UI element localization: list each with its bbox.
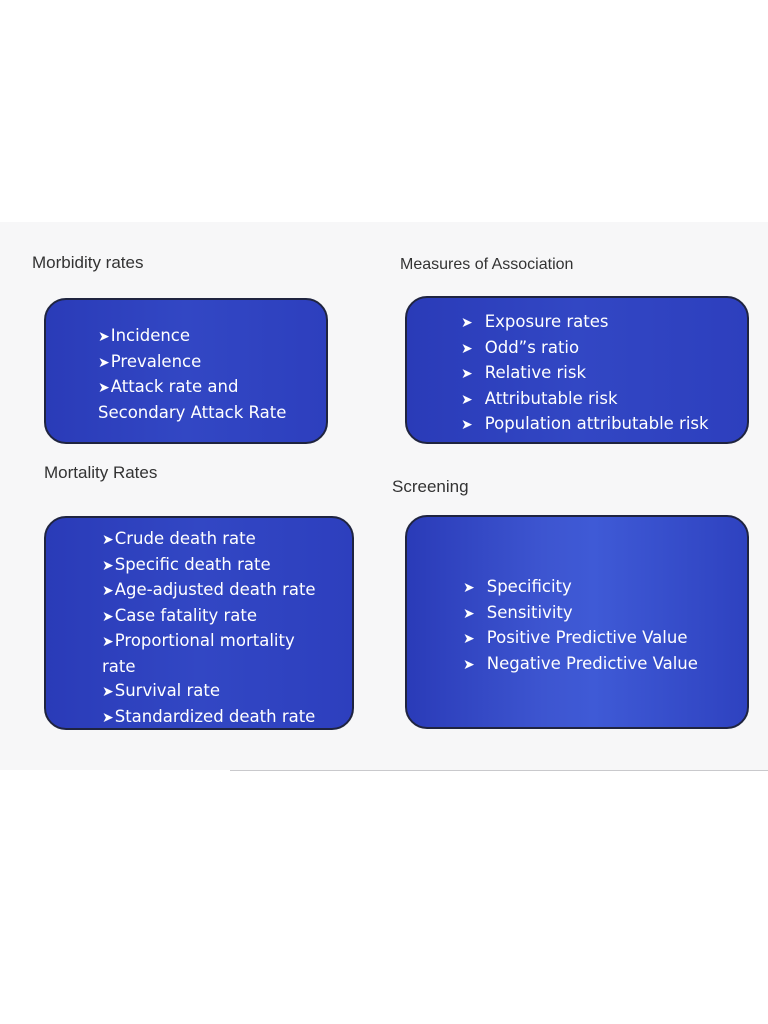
screening-heading: Screening (392, 477, 469, 496)
list-item (102, 679, 352, 705)
list-item (463, 575, 747, 601)
arrowhead-bullet-icon: ➤ (102, 608, 114, 625)
arrowhead-bullet-icon: ➤ (102, 557, 114, 574)
arrowhead-bullet-icon: ➤ (461, 417, 473, 433)
list-item-text: Prevalence (110, 351, 202, 371)
list-item (463, 652, 747, 678)
list-item-text: Survival rate (114, 681, 221, 700)
list-item (102, 705, 352, 731)
mortality-box (44, 516, 354, 730)
arrowhead-bullet-icon: ➤ (461, 391, 473, 408)
screening-list (407, 517, 747, 677)
slide-bottom-rule (230, 770, 768, 771)
arrowhead-bullet-icon: ➤ (98, 329, 110, 345)
association-heading: Measures of Association (400, 256, 574, 273)
list-item (102, 553, 352, 579)
list-item-text: Relative risk (484, 363, 587, 382)
list-item-text: Case fatality rate (114, 605, 258, 625)
screening-box (405, 515, 749, 729)
list-item (98, 375, 298, 425)
list-item (463, 601, 747, 627)
arrowhead-bullet-icon: ➤ (463, 656, 475, 673)
list-item-text: Attributable risk (484, 388, 618, 408)
morbidity-list (46, 300, 326, 425)
list-item (102, 578, 352, 604)
arrowhead-bullet-icon: ➤ (461, 315, 473, 331)
list-item (461, 310, 747, 336)
association-list (407, 298, 747, 438)
list-item (98, 324, 326, 350)
morbidity-heading: Morbidity rates (32, 253, 144, 272)
list-item (98, 350, 326, 376)
list-item (102, 629, 332, 679)
mortality-heading: Mortality Rates (44, 463, 158, 482)
list-item-text: Standardized death rate (114, 706, 316, 726)
arrowhead-bullet-icon: ➤ (463, 631, 475, 647)
morbidity-box (44, 298, 328, 444)
list-item-text: Crude death rate (114, 529, 256, 548)
list-item (461, 336, 747, 362)
list-item-text: Negative Predictive Value (486, 653, 698, 673)
list-item-text: Incidence (110, 326, 191, 345)
list-item (461, 361, 747, 387)
arrowhead-bullet-icon: ➤ (102, 684, 114, 700)
list-item (463, 626, 747, 652)
list-item (461, 387, 747, 413)
arrowhead-bullet-icon: ➤ (463, 580, 475, 596)
list-item (102, 604, 352, 630)
association-box (405, 296, 749, 444)
list-item-text: Exposure rates (484, 312, 609, 331)
arrowhead-bullet-icon: ➤ (102, 583, 114, 599)
list-item-text: Positive Predictive Value (486, 628, 688, 647)
arrowhead-bullet-icon: ➤ (463, 605, 475, 622)
arrowhead-bullet-icon: ➤ (102, 532, 114, 548)
arrowhead-bullet-icon: ➤ (102, 709, 114, 726)
list-item-text: Sensitivity (486, 602, 573, 622)
list-item-text: Odd”s ratio (484, 337, 580, 357)
arrowhead-bullet-icon: ➤ (102, 634, 114, 650)
list-item-text: Specificity (486, 577, 572, 596)
arrowhead-bullet-icon: ➤ (461, 366, 473, 382)
arrowhead-bullet-icon: ➤ (98, 380, 110, 396)
list-item-text: Specific death rate (114, 554, 271, 574)
arrowhead-bullet-icon: ➤ (98, 354, 110, 371)
mortality-list (46, 518, 352, 730)
list-item-text: Proportional mortality rate (102, 631, 295, 676)
list-item (461, 412, 747, 438)
arrowhead-bullet-icon: ➤ (461, 340, 473, 357)
list-item-text: Age-adjusted death rate (114, 580, 316, 599)
list-item (102, 527, 352, 553)
list-item-text: Population attributable risk (484, 414, 709, 433)
list-item-text: Attack rate and Secondary Attack Rate (98, 377, 287, 422)
